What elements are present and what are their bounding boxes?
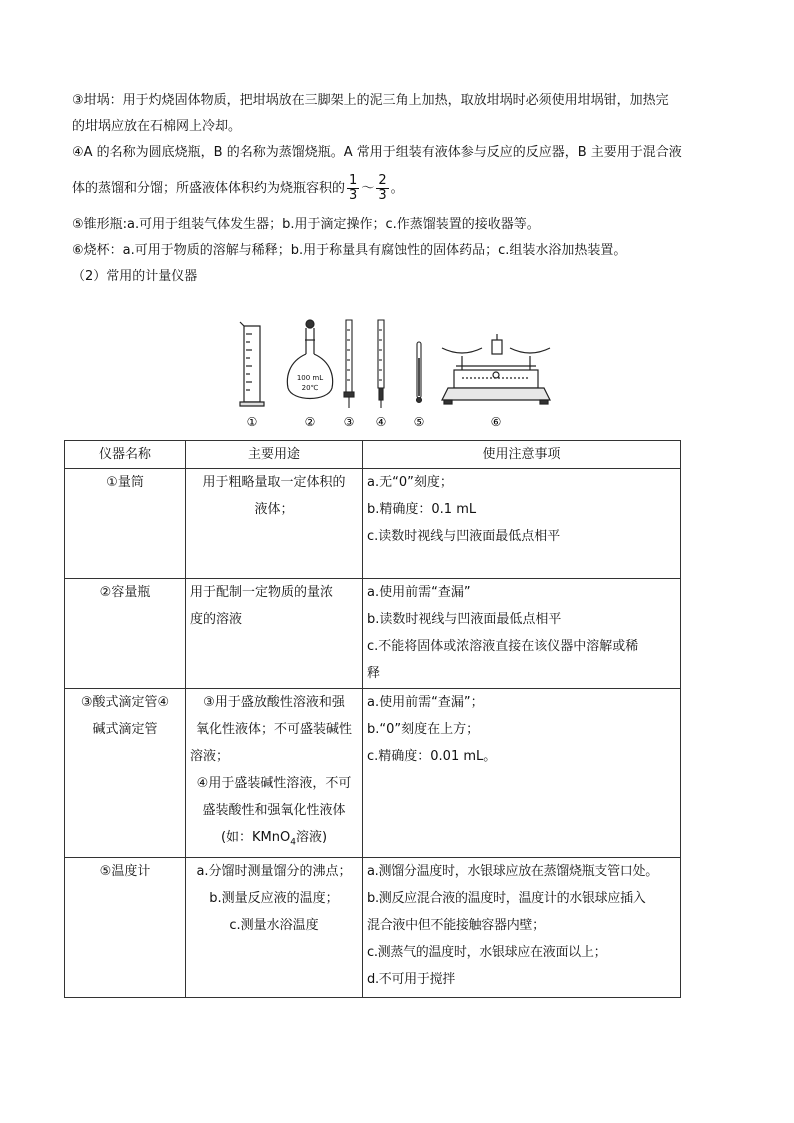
paragraph-conical-flask (72, 212, 722, 238)
cell-text: a.无“0”刻度； (367, 475, 453, 490)
cell-text: ③酸式滴定管④ (80, 695, 170, 710)
cell-text: 氧化性液体；不可盛装碱性 (195, 722, 352, 737)
paragraph-beaker (72, 238, 722, 264)
instruments-figure (230, 318, 570, 430)
fraction-numerator: 1 (349, 173, 358, 188)
cell-text: d.不可用于搅拌 (367, 971, 455, 987)
cell-text: c.测量水浴温度 (229, 917, 319, 933)
text-line: ⑥烧杯：a.可用于物质的溶解与稀释；b.用于称量具有腐蚀性的固体药品；c.组装水浴加热装置。 (72, 243, 627, 258)
cell-text: b.测量反应液的温度； (209, 890, 339, 906)
cell-text: 碱式滴定管 (92, 722, 158, 737)
cell-text: 盛装酸性和强氧化性液体 (202, 803, 346, 818)
thermometer-icon (417, 342, 422, 403)
cell-precautions (363, 857, 681, 997)
base-burette-icon (378, 320, 384, 408)
text-line: ⑤锥形瓶:a.可用于组装气体发生器；b.用于滴定操作；c.作蒸馏装置的接收器等。 (72, 217, 540, 232)
cell-text: ③用于盛放酸性溶液和强 (203, 695, 345, 710)
text-line: 的坩埚应放在石棉网上冷却。 (72, 119, 242, 134)
table-row (65, 857, 681, 997)
header-precautions: 使用注意事项 (363, 441, 681, 469)
volumetric-flask-icon (287, 320, 332, 399)
text-segment: 溶液) (295, 830, 328, 845)
fraction-one-third (347, 174, 359, 203)
cell-instrument-name (65, 689, 186, 858)
subscript: 4 (290, 837, 296, 848)
text-line: ③坩埚：用于灼烧固体物质，把坩埚放在三脚架上的泥三角上加热，取放坩埚时必须使用坩埚钳，加热完 (72, 93, 669, 108)
paragraph-crucible (72, 88, 722, 140)
cell-precautions (363, 689, 681, 858)
cell-instrument-name (65, 469, 186, 579)
table-header-row (65, 441, 681, 469)
fraction-denominator: 3 (378, 188, 387, 203)
cell-text: 用于粗略量取一定体积的 (202, 475, 346, 490)
cell-text: 用于配制一定物质的量浓 (190, 585, 334, 600)
cell-text: c.精确度：0.01 mL。 (367, 749, 497, 764)
acid-burette-icon (344, 320, 354, 408)
cell-text: c.测蒸气的温度时，水银球应在液面以上； (367, 944, 607, 960)
figure-label: ⑥ (490, 415, 502, 429)
cell-text: 液体； (254, 502, 294, 517)
cell-text: b.精确度：0.1 mL (367, 502, 477, 517)
cell-text-with-subscript (190, 824, 358, 857)
cell-text: ④用于盛装碱性溶液，不可 (196, 776, 352, 791)
flask-temperature-label: 20℃ (301, 384, 319, 392)
cell-instrument-name (65, 579, 186, 689)
cell-precautions (363, 579, 681, 689)
instruments-table (64, 440, 681, 998)
cell-text: c.读数时视线与凹液面最低点相平 (367, 529, 561, 544)
cell-text: 混合液中但不能接触容器内壁； (367, 917, 545, 933)
text-segment: 体的蒸馏和分馏；所盛液体体积约为烧瓶容积的 (72, 181, 346, 196)
section-heading: （2）常用的计量仪器 (72, 269, 198, 284)
cell-text: b.“0”刻度在上方； (367, 722, 480, 737)
cell-text: 度的溶液 (190, 612, 243, 627)
figure-label: ④ (375, 415, 387, 429)
text-segment: 。 (390, 181, 404, 196)
text-line: ④A 的名称为圆底烧瓶，B 的名称为蒸馏烧瓶。A 常用于组装有液体参与反应的反应器，B 主要用于混合液 (72, 145, 682, 160)
flask-volume-label: 100 mL (296, 374, 324, 382)
cell-main-use (186, 579, 363, 689)
header-main-use: 主要用途 (186, 441, 363, 469)
cell-main-use (186, 469, 363, 579)
cell-text: a.使用前需“查漏” (367, 585, 471, 600)
tilde-symbol: ～ (361, 181, 375, 196)
header-instrument-name: 仪器名称 (65, 441, 186, 469)
cell-text: ⑤温度计 (99, 863, 151, 879)
cell-instrument-name (65, 857, 186, 997)
section-title (72, 264, 722, 290)
figure-label: ⑤ (413, 415, 425, 429)
cell-text: 溶液； (190, 749, 230, 764)
text-line-with-fraction (72, 166, 722, 212)
fraction-denominator: 3 (349, 188, 358, 203)
table-row (65, 689, 681, 858)
cell-text: b.测反应混合液的温度时，温度计的水银球应插入 (367, 890, 646, 906)
cell-text: a.测馏分温度时，水银球应放在蒸馏烧瓶支管口处。 (367, 863, 658, 879)
cell-text: ①量筒 (106, 475, 144, 490)
table-row (65, 579, 681, 689)
fraction-two-thirds (376, 174, 388, 203)
cell-main-use (186, 857, 363, 997)
cell-main-use (186, 689, 363, 858)
cell-text: b.读数时视线与凹液面最低点相平 (367, 612, 562, 627)
cell-text: 释 (367, 666, 381, 681)
cell-text: a.使用前需“查漏”； (367, 695, 484, 710)
paragraph-flask (72, 140, 722, 212)
fraction-numerator: 2 (378, 173, 387, 188)
cell-text: c.不能将固体或浓溶液直接在该仪器中溶解或稀 (367, 639, 639, 654)
figure-label: ② (304, 415, 316, 429)
figure-label: ① (246, 415, 258, 429)
cell-text: ②容量瓶 (99, 585, 151, 600)
text-segment: (如：KMnO (220, 830, 291, 845)
graduated-cylinder-icon (240, 322, 264, 406)
text-body (72, 88, 722, 290)
table-row (65, 469, 681, 579)
balance-scale-icon (442, 334, 550, 404)
cell-text: a.分馏时测量馏分的沸点； (196, 863, 352, 879)
figure-label: ③ (343, 415, 355, 429)
cell-precautions (363, 469, 681, 579)
